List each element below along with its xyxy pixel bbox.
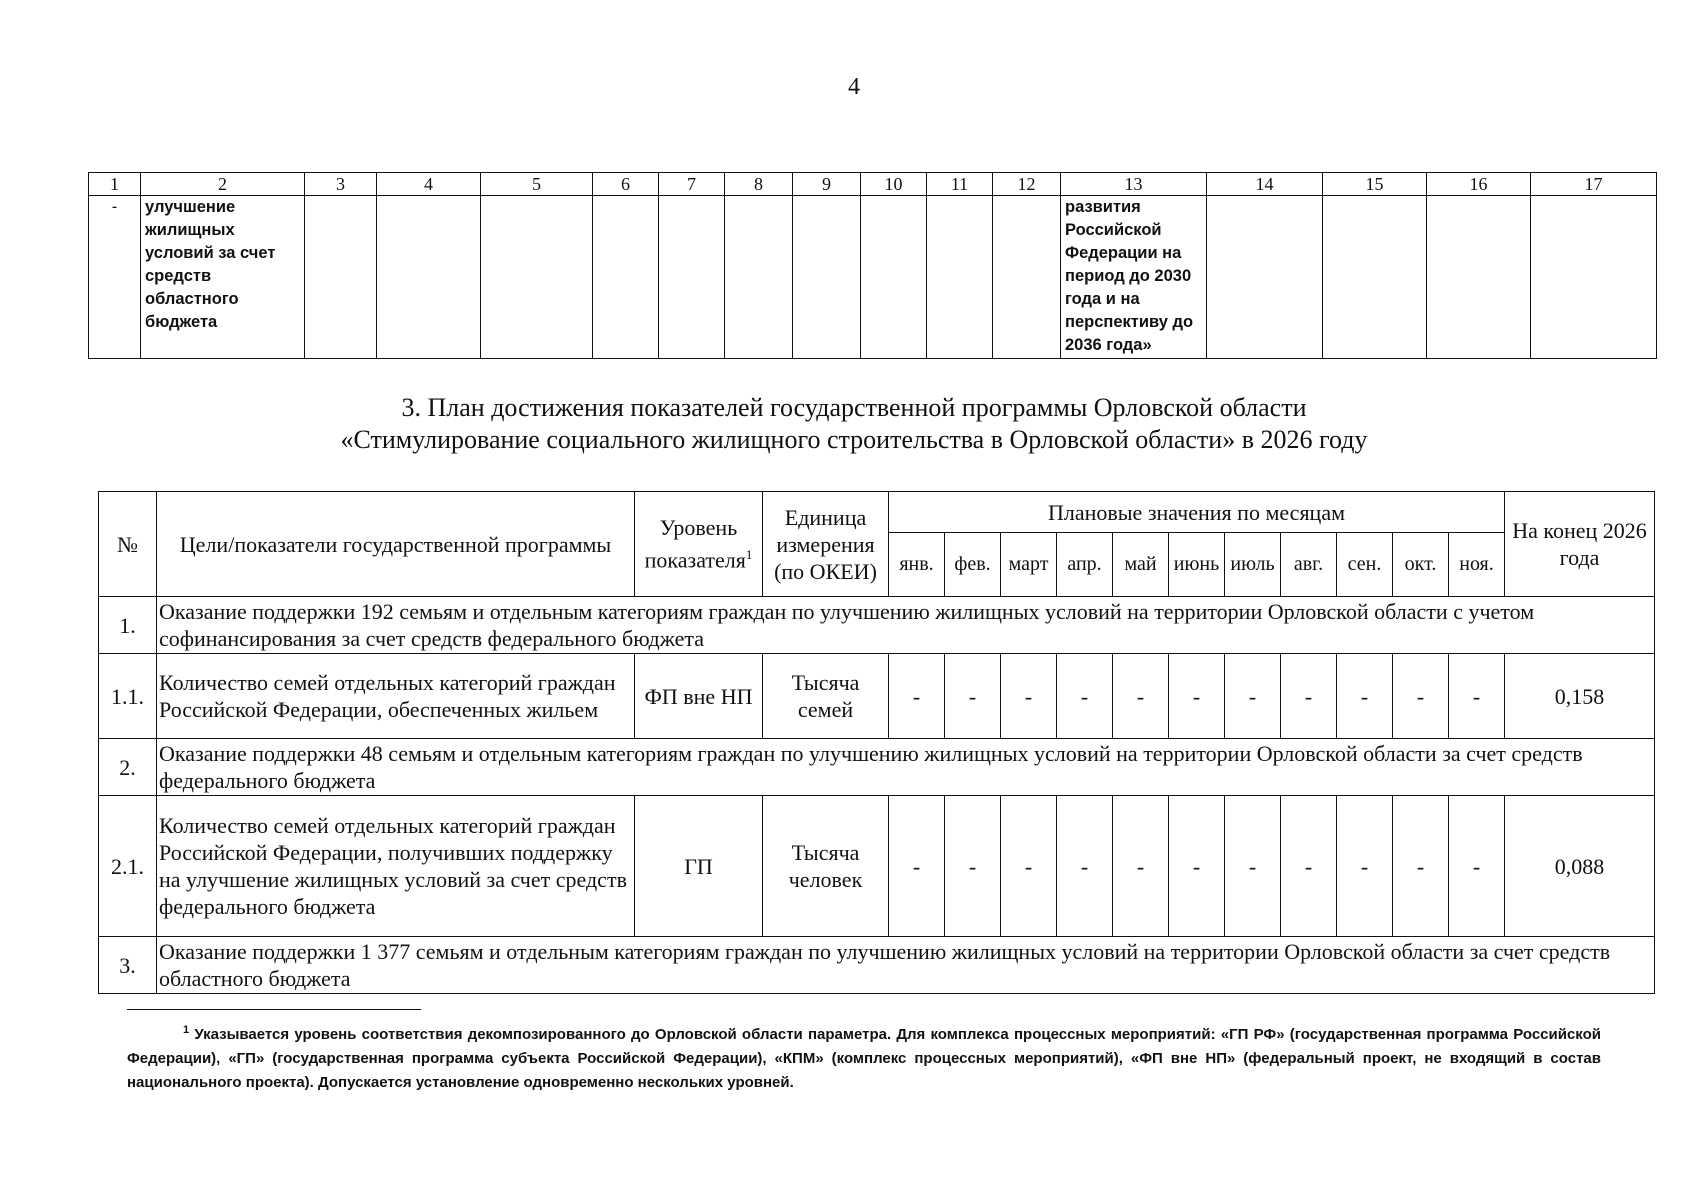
column-number: 17 (1531, 173, 1657, 196)
row-number: 2. (99, 739, 157, 796)
column-number: 14 (1207, 173, 1323, 196)
header-level-text: Уровень показателя (644, 515, 746, 573)
row-number: 2.1. (99, 796, 157, 937)
month-value: - (889, 654, 945, 739)
empty-cell (993, 196, 1061, 359)
month-value: - (1337, 796, 1393, 937)
table-row (89, 196, 1657, 359)
goal-text: Оказание поддержки 1 377 семьям и отдельным категориям граждан по улучшению жилищных условий на территории Орловской области за счет средств областного бюджета (157, 937, 1655, 994)
event-name-cell: улучшение жилищных условий за счет средств областного бюджета (141, 196, 305, 359)
indicator-row (99, 654, 1655, 739)
month-value: - (1169, 654, 1225, 739)
month-value: - (1113, 654, 1169, 739)
empty-cell (305, 196, 377, 359)
month-value: - (1281, 654, 1337, 739)
column-number: 9 (793, 173, 861, 196)
month-value: - (1393, 654, 1449, 739)
header-goal: Цели/показатели государственной программы (157, 492, 635, 597)
column-number: 8 (725, 173, 793, 196)
header-year-end: На конец 2026 года (1505, 492, 1655, 597)
column-number-row (89, 173, 1657, 196)
month-value: - (1057, 796, 1113, 937)
empty-cell (593, 196, 659, 359)
column-number: 16 (1427, 173, 1531, 196)
header-month: июль (1225, 533, 1281, 597)
empty-cell (377, 196, 481, 359)
section-title (0, 392, 1708, 456)
goal-row (99, 597, 1655, 654)
header-month: апр. (1057, 533, 1113, 597)
goal-row (99, 937, 1655, 994)
month-value: - (1057, 654, 1113, 739)
indicator-text: Количество семей отдельных категорий граждан Российской Федерации, получивших поддержку на улучшение жилищных условий за счет средств федерального бюджета (157, 796, 635, 937)
header-num: № (99, 492, 157, 597)
section-title-line: 3. План достижения показателей государственной программы Орловской области (401, 393, 1307, 422)
month-value: - (889, 796, 945, 937)
goal-row (99, 739, 1655, 796)
row-number: 3. (99, 937, 157, 994)
header-month: июнь (1169, 533, 1225, 597)
column-number: 11 (927, 173, 993, 196)
column-number: 3 (305, 173, 377, 196)
empty-cell (1323, 196, 1427, 359)
year-end-value: 0,158 (1505, 654, 1655, 739)
month-value: - (1113, 796, 1169, 937)
indicator-text: Количество семей отдельных категорий граждан Российской Федерации, обеспеченных жильем (157, 654, 635, 739)
footnote (127, 1018, 1601, 1095)
month-value: - (1001, 796, 1057, 937)
footnote-separator (127, 1009, 421, 1010)
month-value: - (1281, 796, 1337, 937)
column-number: 6 (593, 173, 659, 196)
footnote-marker: 1 (183, 1024, 190, 1036)
column-number: 10 (861, 173, 927, 196)
year-end-value: 0,088 (1505, 796, 1655, 937)
indicator-level: ГП (635, 796, 763, 937)
empty-cell (1531, 196, 1657, 359)
column-number: 1 (89, 173, 141, 196)
plan-table (98, 491, 1655, 994)
empty-cell (927, 196, 993, 359)
column-number: 13 (1061, 173, 1207, 196)
footnote-text: Указывается уровень соответствия декомпозированного до Орловской области параметра. Для комплекса процессных мероприятий: «ГП РФ» (государственная программа Российской Федерации), «ГП» (государственная программа субъекта Российской Федерации), «КПМ» (комплекс процессных мероприятий), «ФП вне НП» (федеральный проект, не входящий в состав национального проекта). Допускается установление одновременно нескольких уровней. (127, 1026, 1601, 1091)
empty-cell (725, 196, 793, 359)
header-level (635, 492, 763, 597)
month-value: - (1169, 796, 1225, 937)
month-value: - (1225, 796, 1281, 937)
month-value: - (1225, 654, 1281, 739)
month-value: - (1001, 654, 1057, 739)
goal-text: Оказание поддержки 48 семьям и отдельным категориям граждан по улучшению жилищных условий на территории Орловской области за счет средств федерального бюджета (157, 739, 1655, 796)
header-month: сен. (1337, 533, 1393, 597)
row-number: 1.1. (99, 654, 157, 739)
column-number: 15 (1323, 173, 1427, 196)
row-marker: - (89, 196, 141, 359)
column-number: 4 (377, 173, 481, 196)
header-planned: Плановые значения по месяцам (889, 492, 1505, 533)
footnote-marker: 1 (745, 547, 753, 563)
column-number: 5 (481, 173, 593, 196)
column-number: 2 (141, 173, 305, 196)
page-number: 4 (848, 74, 860, 100)
goal-text: Оказание поддержки 192 семьям и отдельным категориям граждан по улучшению жилищных условий на территории Орловской области с учетом софинансирования за счет средств федерального бюджета (157, 597, 1655, 654)
empty-cell (1427, 196, 1531, 359)
header-row (99, 492, 1655, 533)
row-number: 1. (99, 597, 157, 654)
empty-cell (793, 196, 861, 359)
linkage-cell: развития Российской Федерации на период до 2030 года и на перспективу до 2036 года» (1061, 196, 1207, 359)
month-value: - (1449, 654, 1505, 739)
indicator-unit: Тысяча человек (763, 796, 889, 937)
column-number: 12 (993, 173, 1061, 196)
column-number: 7 (659, 173, 725, 196)
empty-cell (659, 196, 725, 359)
header-month: ноя. (1449, 533, 1505, 597)
month-value: - (945, 796, 1001, 937)
indicator-row (99, 796, 1655, 937)
empty-cell (481, 196, 593, 359)
empty-cell (1207, 196, 1323, 359)
header-month: май (1113, 533, 1169, 597)
header-month: янв. (889, 533, 945, 597)
month-value: - (945, 654, 1001, 739)
month-value: - (1449, 796, 1505, 937)
header-month: фев. (945, 533, 1001, 597)
empty-cell (861, 196, 927, 359)
header-month: окт. (1393, 533, 1449, 597)
header-unit: Единица измерения (по ОКЕИ) (763, 492, 889, 597)
month-value: - (1337, 654, 1393, 739)
continuation-table (88, 172, 1657, 359)
header-month: авг. (1281, 533, 1337, 597)
section-title-line: «Стимулирование социального жилищного строительства в Орловской области» в 2026 году (340, 425, 1368, 454)
header-month: март (1001, 533, 1057, 597)
indicator-unit: Тысяча семей (763, 654, 889, 739)
month-value: - (1393, 796, 1449, 937)
indicator-level: ФП вне НП (635, 654, 763, 739)
